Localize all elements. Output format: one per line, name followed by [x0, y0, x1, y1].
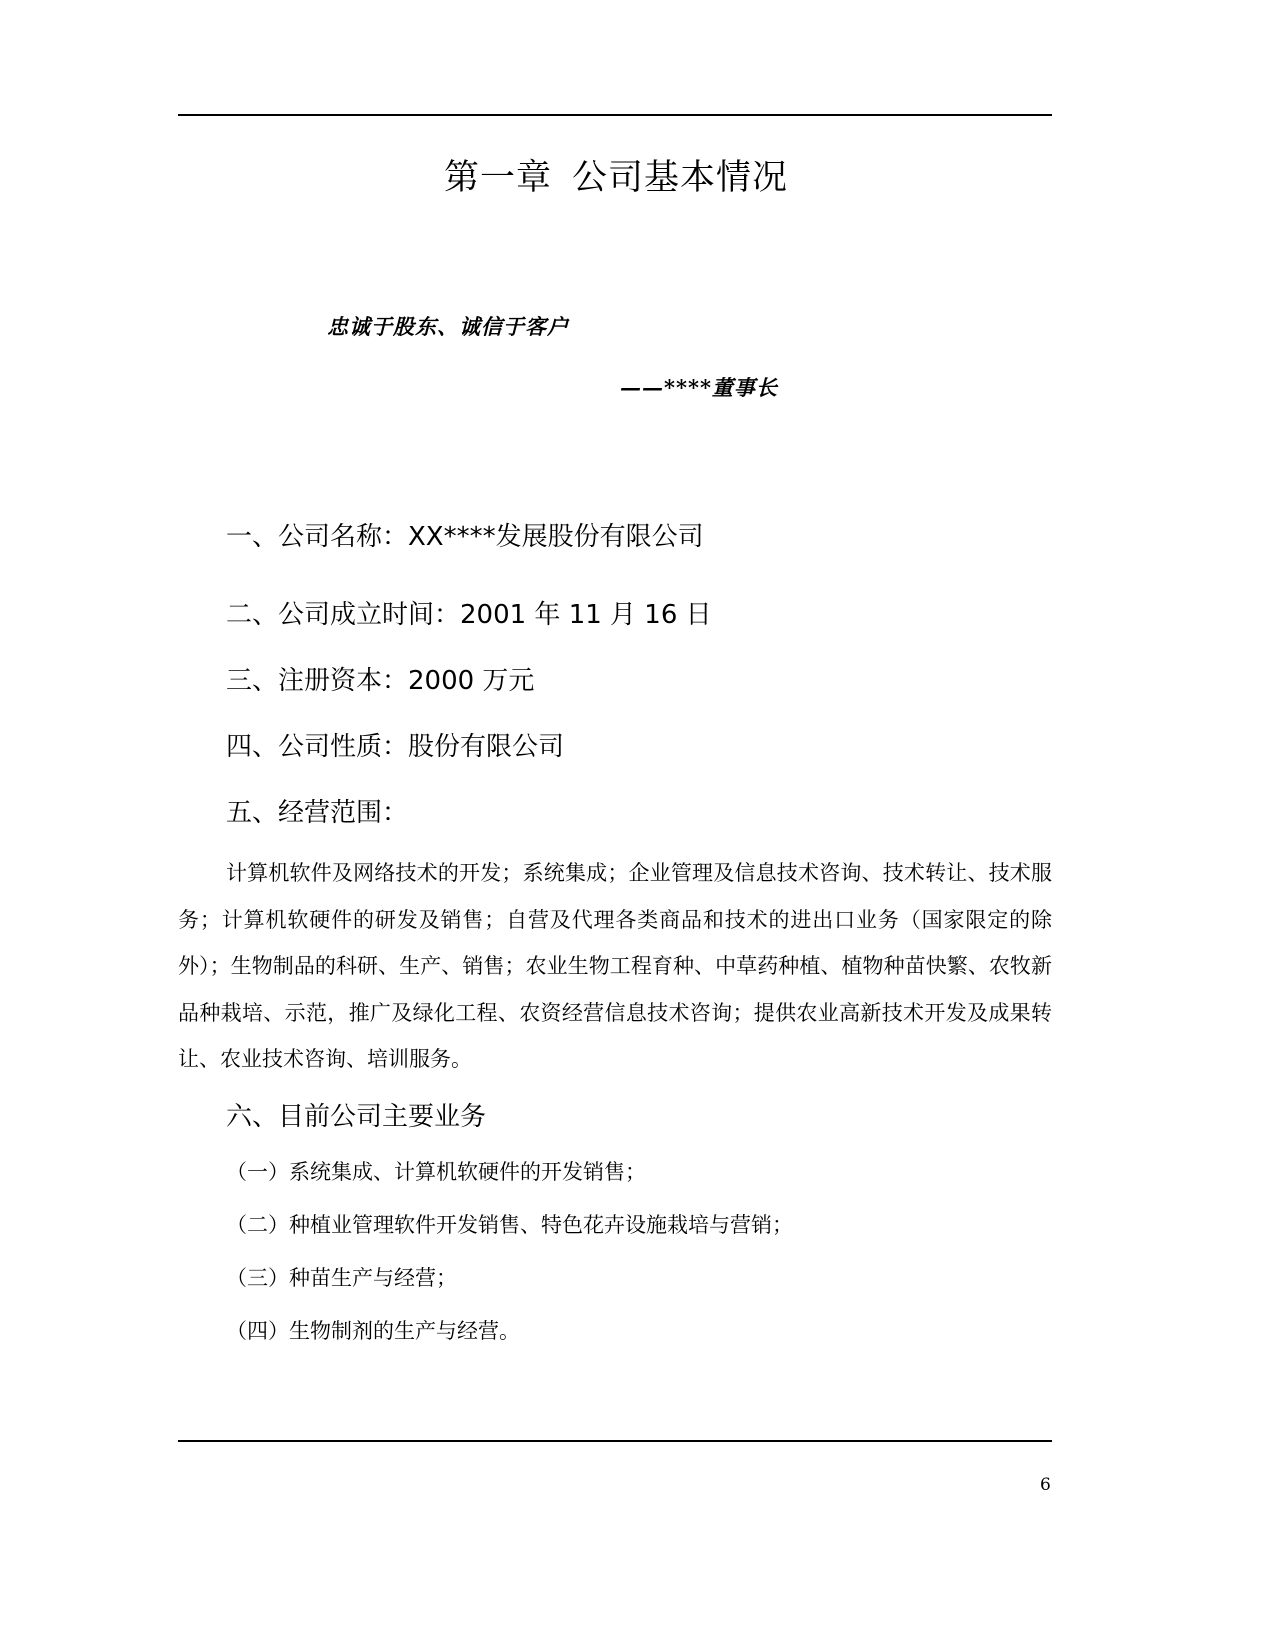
founding-date-item: 二、公司成立时间：2001 年 11 月 16 日 [226, 600, 712, 630]
company-name-item: 一、公司名称：XX****发展股份有限公司 [226, 522, 704, 552]
business-scope-heading: 五、经营范围： [226, 798, 409, 828]
company-type-item: 四、公司性质：股份有限公司 [226, 732, 565, 762]
business-scope-paragraph: 计算机软件及网络技术的开发；系统集成；企业管理及信息技术咨询、技术转让、技术服务；计算机软硬件的研发及销售；自营及代理各类商品和技术的进出口业务（国家限定的除外）；生物制品的科研、生产、销售；农业生物工程育种、中草药种植、植物种苗快繁、农牧新品种栽培、示范，推广及绿化工程、农资经营信息技术咨询；提供农业高新技术开发及成果转让、农业技术咨询、培训服务。 [178, 861, 1052, 1071]
registered-capital-item: 三、注册资本：2000 万元 [226, 666, 535, 696]
list-item: （一）系统集成、计算机软硬件的开发销售； [226, 1160, 646, 1184]
header-rule [178, 114, 1052, 116]
list-item: （二）种植业管理软件开发销售、特色花卉设施栽培与营销； [226, 1213, 793, 1237]
chapter-heading: 公司基本情况 [572, 158, 789, 198]
list-item: （四）生物制剂的生产与经营。 [226, 1319, 520, 1343]
main-business-list [226, 1152, 793, 1364]
motto-quote: 忠诚于股东、诚信于客户 [327, 314, 569, 339]
motto-attribution: ——****董事长 [620, 375, 778, 400]
footer-rule [178, 1440, 1052, 1442]
list-item: （三）种苗生产与经营； [226, 1266, 457, 1290]
chapter-title [0, 150, 1232, 200]
page-number: 6 [1040, 1475, 1051, 1495]
main-business-heading: 六、目前公司主要业务 [226, 1102, 487, 1132]
chapter-label: 第一章 [443, 158, 552, 198]
